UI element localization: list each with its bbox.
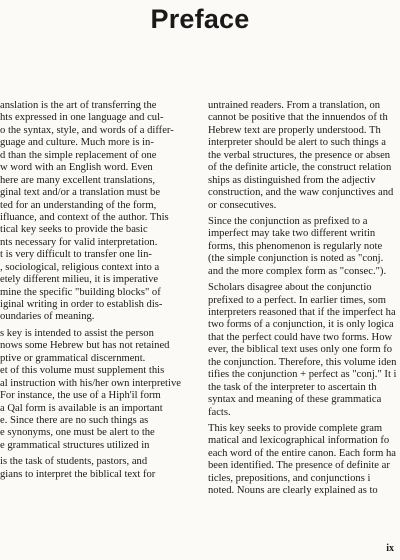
text-line: facts.: [208, 406, 231, 418]
text-line: , sociological, religious context into a: [0, 261, 160, 273]
text-line: gians to interpret the biblical text for: [0, 468, 156, 480]
text-line: mine the specific "building blocks" of: [0, 286, 161, 298]
text-line: e. Since there are no such things as: [0, 414, 149, 426]
text-line: been identified. The presence of definite ar: [208, 460, 390, 472]
text-line: the verbal structures, the presence or absen: [208, 149, 391, 161]
text-line: e synonyms, one must be alert to the: [0, 427, 155, 439]
text-line: nts necessary for valid interpretation.: [0, 236, 158, 248]
text-line: or consecutives.: [208, 199, 277, 211]
text-line: etely different milieu, it is imperative: [0, 274, 159, 286]
text-line: ever, the biblical text uses only one form fo: [208, 344, 393, 356]
text-line: that the perfect could have two forms. How: [208, 331, 393, 343]
text-line: here are many excellent translations,: [0, 174, 156, 186]
paragraph: [208, 100, 400, 212]
text-line: two forms of a conjunction, it is only logica: [208, 319, 394, 331]
text-line: prefixed to a perfect. In earlier times, som: [208, 294, 386, 306]
text-line: forms, this phenomenon is regularly note: [208, 240, 383, 252]
paragraph: [208, 216, 400, 278]
text-line: is the task of students, pastors, and: [0, 456, 148, 468]
text-line: Scholars disagree about the conjunctio: [208, 282, 372, 294]
text-line: and the more complex form as "consec.").: [208, 265, 387, 277]
text-line: oundaries of meaning.: [0, 311, 95, 323]
paragraph: [0, 100, 192, 324]
text-line: a Qal form is available is an important: [0, 402, 163, 414]
text-line: ships as distinguished from the adjectiv: [208, 174, 376, 186]
text-line: For instance, the use of a Hiph'il form: [0, 390, 161, 402]
text-line: ginal text and/or a translation must be: [0, 187, 161, 199]
text-line: construction, and the waw conjunctives and: [208, 187, 394, 199]
left-column: [0, 100, 192, 481]
page-number: ix: [386, 543, 394, 554]
text-line: Hebrew text are properly understood. Th: [208, 124, 381, 136]
text-line: w word with an English word. Even: [0, 162, 153, 174]
text-line: matical and lexicographical information fo: [208, 435, 390, 447]
text-line: ticles, prepositions, and conjunctions i: [208, 472, 371, 484]
text-line: hts expressed in one language and cul-: [0, 112, 164, 124]
paragraph: [0, 328, 192, 452]
paragraph: [0, 456, 192, 481]
text-line: o the syntax, style, and words of a differ-: [0, 124, 174, 136]
text-line: of the definite article, the construct relation: [208, 162, 392, 174]
text-line: imperfect may take two different writin: [208, 228, 376, 240]
text-line: noted. Nouns are clearly explained as to: [208, 485, 378, 497]
text-line: cannot be positive that the innuendos of th: [208, 112, 388, 124]
text-line: This key seeks to provide complete gram: [208, 422, 383, 434]
text-line: (the simple conjunction is noted as "conj.: [208, 253, 384, 265]
text-line: anslation is the art of transferring the: [0, 100, 157, 111]
text-line: the conjunction. Therefore, this volume iden: [208, 356, 397, 368]
text-line: e grammatical structures utilized in: [0, 439, 150, 451]
text-line: the task of the interpreter to ascertain th: [208, 381, 377, 393]
text-line: Since the conjunction as prefixed to a: [208, 215, 368, 227]
text-line: t is very difficult to transfer one lin-: [0, 249, 152, 261]
text-line: et of this volume must supplement this: [0, 365, 165, 377]
text-line: ifluance, and context of the author. This: [0, 211, 169, 223]
text-line: interpreters reasoned that if the imperfect ha: [208, 307, 396, 318]
text-line: al instruction with his/her own interpretive: [0, 377, 181, 389]
text-line: syntax and meaning of these grammatica: [208, 394, 382, 406]
text-line: each word of the entire canon. Each form ha: [208, 447, 396, 459]
text-line: tifies the conjunction + perfect as "conj." It i: [208, 369, 397, 381]
text-line: iginal writing in order to establish dis-: [0, 299, 163, 310]
paragraph: [208, 282, 400, 419]
text-line: untrained readers. From a translation, on: [208, 100, 381, 111]
text-line: guage and culture. Much more is in-: [0, 137, 154, 149]
text-line: ptive or grammatical discernment.: [0, 352, 146, 364]
text-line: d than the simple replacement of one: [0, 149, 157, 161]
right-column: [208, 100, 400, 498]
text-line: ted for an understanding of the form,: [0, 199, 157, 211]
text-line: nows some Hebrew but has not retained: [0, 340, 170, 352]
text-line: interpreter should be alert to such things a: [208, 137, 386, 149]
text-line: tical key seeks to provide the basic: [0, 224, 148, 236]
page-title: Preface: [150, 4, 250, 34]
text-line: s key is intended to assist the person: [0, 327, 154, 339]
paragraph: [208, 423, 400, 498]
